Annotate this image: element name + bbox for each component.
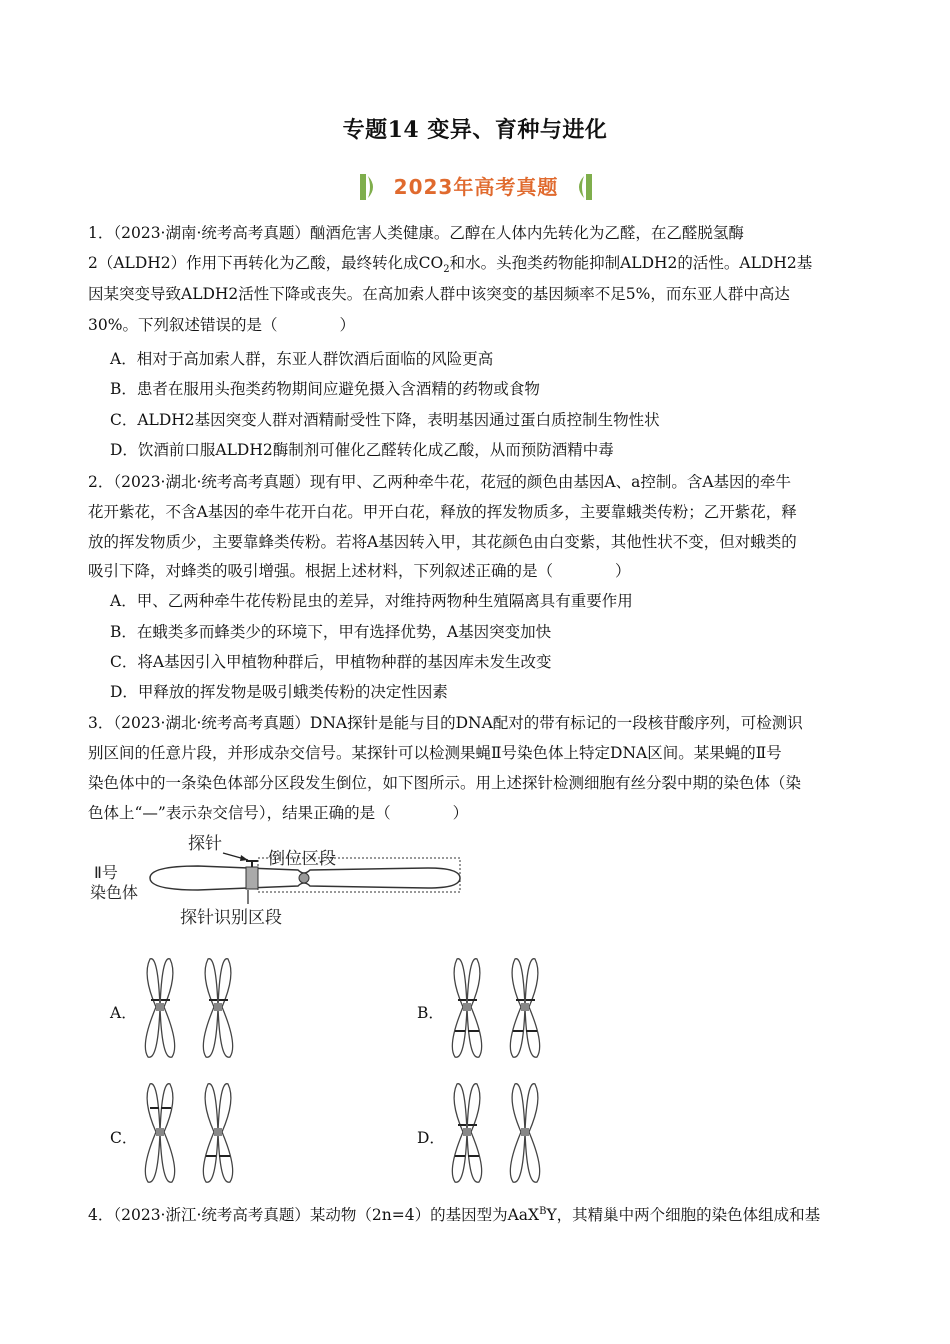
q2-option-d: D．甲释放的挥发物是吸引蛾类传粉的决定性因素 xyxy=(110,683,448,701)
q1-line-3: 因某突变导致ALDH2活性下降或丧失。在高加索人群中该突变的基因频率不足5%，而东亚人群中高达 xyxy=(88,285,790,303)
section-banner xyxy=(356,170,596,204)
chromosome-figure xyxy=(88,830,478,930)
q1-option-b: B．患者在服用头孢类药物期间应避免摄入含酒精的药物或食物 xyxy=(110,380,540,398)
q3-option-d: D． xyxy=(417,1129,445,1147)
fig-region-label: 探针识别区段 xyxy=(180,908,282,928)
fig-chromosome-label-1: Ⅱ号 xyxy=(94,863,118,882)
page-title: 专题14 变异、育种与进化 xyxy=(342,117,608,143)
probe-region xyxy=(246,867,258,889)
fig-chromosome-label-2: 染色体 xyxy=(90,883,139,902)
q2-line-1: 2．（2023·湖北·统考高考真题）现有甲、乙两种牵牛花，花冠的颜色由基因A、a控制。含A基因的牵牛 xyxy=(88,473,792,491)
q2-line-2: 花开紫花，不含A基因的牵牛花开白花。甲开白花，释放的挥发物质多，主要靠蛾类传粉；乙开紫花，释 xyxy=(88,503,797,521)
q3-option-b: B． xyxy=(417,1004,444,1022)
q2-line-4: 吸引下降，对蜂类的吸引增强。根据上述材料，下列叙述正确的是（ ） xyxy=(88,562,631,580)
q1-line-1: 1．（2023·湖南·统考高考真题）酗酒危害人类健康。乙醇在人体内先转化为乙醛，在乙醛脱氢酶 xyxy=(88,224,744,242)
q3-line-1: 3．（2023·湖北·统考高考真题）DNA探针是能与目的DNA配对的带有标记的一段核苷酸序列，可检测识 xyxy=(88,714,803,732)
q2-line-3: 放的挥发物质少，主要靠蜂类传粉。若将A基因转入甲，其花颜色由白变紫，其他性状不变，但对蛾类的 xyxy=(88,533,797,551)
q1-option-c: C．ALDH2基因突变人群对酒精耐受性下降，表明基因通过蛋白质控制生物性状 xyxy=(110,411,660,429)
q4-line-1: 4．（2023·浙江·统考高考真题）某动物（2n=4）的基因型为AaX$^B$Y，其精巢中两个细胞的染色体组成和基 xyxy=(88,1205,821,1224)
fig-inversion-label: 倒位区段 xyxy=(268,849,336,869)
option-a-chromosomes xyxy=(136,955,246,1060)
banner-text: 2023年高考真题 xyxy=(393,175,559,199)
centromere xyxy=(299,873,309,883)
q2-option-b: B．在蛾类多而蜂类少的环境下，甲有选择优势，A基因突变加快 xyxy=(110,623,552,641)
q3-line-4: 色体上“—”表示杂交信号），结果正确的是（ ） xyxy=(88,804,469,822)
q1-option-d: D．饮酒前口服ALDH2酶制剂可催化乙醛转化成乙酸，从而预防酒精中毒 xyxy=(110,441,614,459)
q2-option-a: A．甲、乙两种牵牛花传粉昆虫的差异，对维持两物种生殖隔离具有重要作用 xyxy=(110,592,633,610)
q2-option-c: C．将A基因引入甲植物种群后，甲植物种群的基因库未发生改变 xyxy=(110,653,552,671)
q3-line-2: 别区间的任意片段，并形成杂交信号。某探针可以检测果蝇Ⅱ号染色体上特定DNA区间。某果蝇的Ⅱ号 xyxy=(88,744,782,762)
option-c-chromosomes xyxy=(136,1080,246,1185)
option-b-chromosomes xyxy=(443,955,553,1060)
fig-probe-label: 探针 xyxy=(188,834,222,854)
q3-option-c: C． xyxy=(110,1129,138,1147)
q1-line-2: 2（ALDH2）作用下再转化为乙酸，最终转化成$CO_2$和水。头孢类药物能抑制ALDH2的活性。ALDH2基 xyxy=(88,254,813,276)
q3-line-3: 染色体中的一条染色体部分区段发生倒位，如下图所示。用上述探针检测细胞有丝分裂中期的染色体（染 xyxy=(88,774,802,792)
q1-line-4: 30%。下列叙述错误的是（ ） xyxy=(88,316,355,334)
q3-option-a: A． xyxy=(110,1004,137,1022)
q1-option-a: A．相对于高加索人群，东亚人群饮酒后面临的风险更高 xyxy=(110,350,494,368)
option-d-chromosomes xyxy=(443,1080,553,1185)
